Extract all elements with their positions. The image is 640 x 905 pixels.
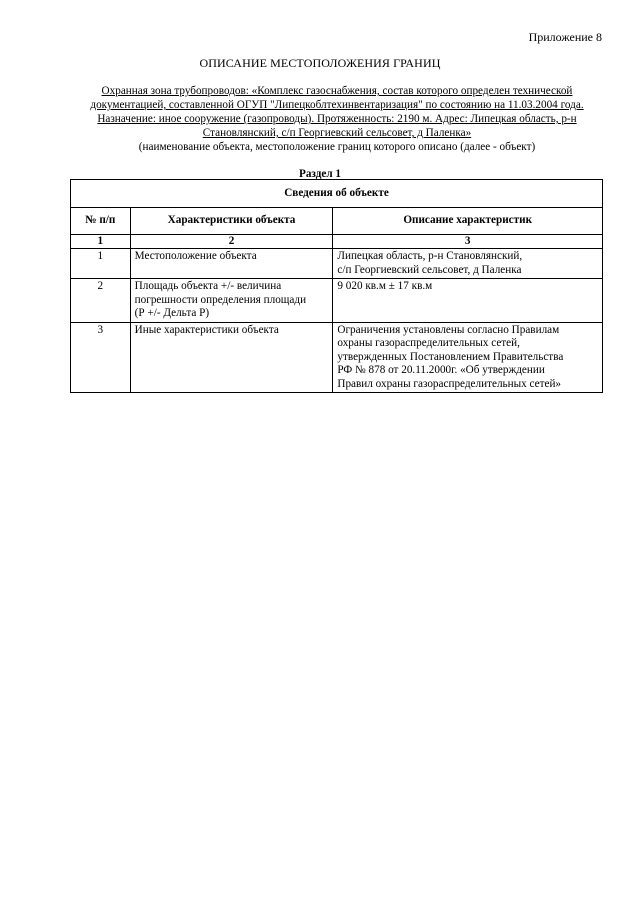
row-number: 2 [71, 279, 131, 323]
column-header: Характеристики объекта [130, 208, 333, 235]
appendix-label: Приложение 8 [528, 30, 602, 44]
object-line: документацией, составленной ОГУП "Липецкоблтехинвентаризация" по состоянию на 11.03.2004 года. [90, 99, 584, 111]
text-line: охраны газораспределительных сетей, [337, 337, 520, 349]
object-line: Охранная зона трубопроводов: «Комплекс газоснабжения, состав которого определен технической [101, 85, 573, 97]
text-line: Липецкая область, р-н Становлянский, [337, 250, 523, 262]
row-description [333, 249, 603, 279]
table-row [71, 249, 603, 279]
table-caption: Сведения об объекте [71, 180, 603, 208]
object-description [74, 84, 600, 154]
table-caption-row [71, 180, 603, 208]
row-number: 3 [71, 322, 131, 393]
object-info-table [70, 179, 603, 393]
column-header: № п/п [71, 208, 131, 235]
column-number: 2 [130, 235, 333, 249]
row-characteristic [130, 279, 333, 323]
text-line: Местоположение объекта [134, 250, 257, 262]
object-line: Назначение: иное сооружение (газопроводы). Протяженность: 2190 м. Адрес: Липецкая область, р-н [97, 113, 577, 125]
text-line: 9 020 кв.м ± 17 кв.м [337, 280, 433, 292]
text-line: погрешности определения площади [134, 293, 307, 306]
table-row [71, 322, 603, 393]
row-characteristic [130, 249, 333, 279]
table-header-row [71, 208, 603, 235]
object-caption: (наименование объекта, местоположение границ которого описано (далее - объект) [138, 141, 536, 153]
text-line: с/п Георгиевский сельсовет, д Паленка [337, 263, 522, 276]
table-row [71, 279, 603, 323]
text-line: Иные характеристики объекта [134, 323, 279, 336]
document-title: ОПИСАНИЕ МЕСТОПОЛОЖЕНИЯ ГРАНИЦ [199, 56, 441, 70]
text-line: РФ № 878 от 20.11.2000г. «Об утверждении [337, 364, 545, 376]
column-number-row [71, 235, 603, 249]
section-title: Раздел 1 [298, 168, 341, 180]
column-number: 1 [71, 235, 131, 249]
text-line: Ограничения установлены согласно Правилам [337, 323, 560, 336]
text-line: (Р +/- Дельта Р) [134, 307, 210, 319]
row-number: 1 [71, 249, 131, 279]
text-line: Правил охраны газораспределительных сетей» [337, 377, 562, 390]
row-description [333, 322, 603, 393]
column-header: Описание характеристик [333, 208, 603, 235]
column-number: 3 [333, 235, 603, 249]
text-line: утвержденных Постановлением Правительства [337, 350, 564, 363]
object-line: Становлянский, с/п Георгиевский сельсовет, д Паленка» [202, 127, 472, 139]
text-line: Площадь объекта +/- величина [134, 280, 282, 292]
row-description [333, 279, 603, 323]
row-characteristic [130, 322, 333, 393]
